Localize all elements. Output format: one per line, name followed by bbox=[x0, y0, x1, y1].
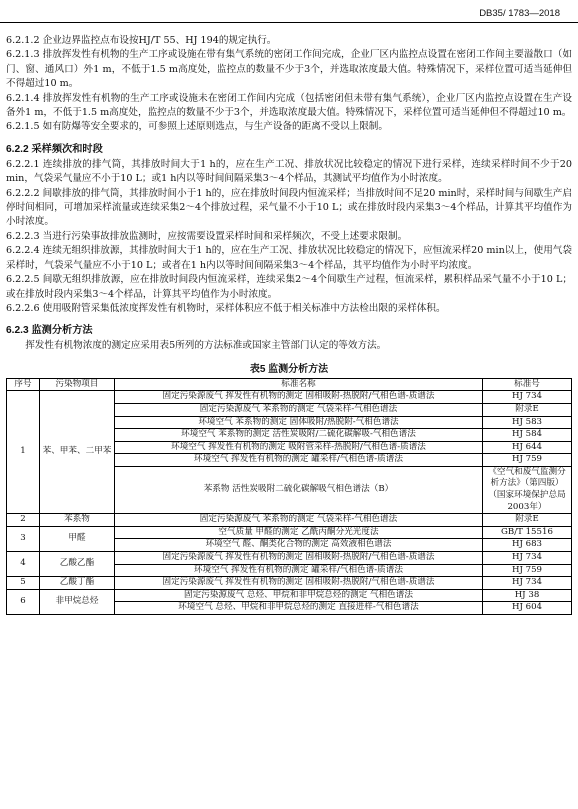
header-pollutant: 污染物项目 bbox=[40, 378, 115, 391]
header-standard-code: 标准号 bbox=[483, 378, 572, 391]
row-number: 5 bbox=[7, 577, 40, 590]
standard-code-cell: HJ 38 bbox=[483, 589, 572, 602]
standard-code-cell: HJ 604 bbox=[483, 602, 572, 615]
clause-6-2-1-3: 6.2.1.3 排放挥发性有机物的生产工序或设施在带有集气系统的密闭工作间完成，企业厂区内监控点设置在密闭工作间主要溢散口（如门、窗、通风口）外1 m，不低于1.5 m高度处，监控点的数量不少于3个，并选取浓度最大值。特殊情况下，采样位置可适当延伸但不得超过10 m。 bbox=[6, 49, 572, 90]
document-body bbox=[6, 34, 572, 615]
standard-name-cell: 环境空气 苯系物的测定 固体吸附/热脱附-气相色谱法 bbox=[115, 416, 483, 429]
table-row bbox=[7, 526, 572, 539]
standard-name-cell: 环境空气 总烃、甲烷和非甲烷总烃的测定 直接进样-气相色谱法 bbox=[115, 602, 483, 615]
standard-code-cell: HJ 644 bbox=[483, 441, 572, 454]
standard-code-cell: GB/T 15516 bbox=[483, 526, 572, 539]
pollutant-cell: 苯系物 bbox=[40, 514, 115, 527]
pollutant-cell: 苯、甲苯、二甲苯 bbox=[40, 391, 115, 514]
clause-6-2-2-5: 6.2.2.5 间歇无组织排放源，应在排放时间段内恒流采样，连续采集2～4个间歇生产过程，恒流采样，累积样品采气量不小于10 L；或在排放时段内采集3～4个样品，计算其平均值作为小时浓度。 bbox=[6, 274, 572, 300]
standard-name-cell: 环境空气 挥发性有机物的测定 罐采样/气相色谱-质谱法 bbox=[115, 564, 483, 577]
standard-name-cell: 固定污染源废气 挥发性有机物的测定 固相吸附-热脱附/气相色谱-质谱法 bbox=[115, 552, 483, 565]
row-number: 2 bbox=[7, 514, 40, 527]
clause-6-2-1-5: 6.2.1.5 如有防爆等安全要求的，可参照上述原则选点，与生产设备的距离不受以上限制。 bbox=[6, 121, 388, 133]
row-number: 1 bbox=[7, 391, 40, 514]
table-row bbox=[7, 589, 572, 602]
section-6-2-3-intro: 挥发性有机物浓度的测定应采用表5所列的方法标准或国家主管部门认定的等效方法。 bbox=[25, 340, 387, 352]
table-row bbox=[7, 577, 572, 590]
section-heading-6-2-2: 6.2.2 采样频次和时段 bbox=[6, 143, 103, 155]
standard-code-cell: HJ 734 bbox=[483, 577, 572, 590]
pollutant-cell: 乙酸丁酯 bbox=[40, 577, 115, 590]
row-number: 6 bbox=[7, 589, 40, 614]
clause-6-2-2-2: 6.2.2.2 间歇排放的排气筒，其排放时间小于1 h的，应在排放时间段内恒流采样；当排放时间不足20 min时，采样时间与间歇生产启停时间相同，可增加采样流量或连续采集2～4个排放过程，采气量不小于10 L；或在排放时段内采集3～4个样品，计算其平均值作为小时浓度。 bbox=[6, 187, 572, 228]
clause-6-2-2-1: 6.2.2.1 连续排放的排气筒，其排放时间大于1 h的，应在生产工况、排放状况比较稳定的情况下进行采样，连续采样时间不少于20 min，气袋采气量应不小于10 L；或1 h内以等时间间隔采集3～4个样品，其测试平均值作为小时浓度。 bbox=[6, 158, 572, 185]
standard-name-cell: 环境空气 醛、酮类化合物的测定 高效液相色谱法 bbox=[115, 539, 483, 552]
standard-name-cell: 固定污染源废气 苯系物的测定 气袋采样-气相色谱法 bbox=[115, 514, 483, 527]
standard-code-cell: 附录E bbox=[483, 403, 572, 416]
clause-6-2-1-2: 6.2.1.2 企业边界监控点布设按HJ/T 55、HJ 194的规定执行。 bbox=[6, 35, 277, 46]
table-title: 表5 监测分析方法 bbox=[249, 363, 329, 375]
table-row bbox=[7, 514, 572, 527]
clause-6-2-2-4: 6.2.2.4 连续无组织排放源，其排放时间大于1 h的，应在生产工况、排放状况比较稳定的情况下，应恒流采样20 min以上，使用气袋采样时，气袋采气量应不小于10 L；或者在1 h内以等时间间隔采集3～4个样品，其平均值作为小时平均浓度。 bbox=[6, 245, 572, 271]
standard-name-cell: 苯系物 活性炭吸附二硫化碳解吸气相色谱法（B） bbox=[115, 466, 483, 513]
standard-code-cell: HJ 759 bbox=[483, 564, 572, 577]
standard-code-cell: 《空气和废气监测分析方法》（第四版）（国家环境保护总局 2003年） bbox=[483, 466, 572, 513]
pollutant-cell: 非甲烷总烃 bbox=[40, 589, 115, 614]
document-id: DB35/ 1783—2018 bbox=[479, 8, 560, 19]
row-number: 4 bbox=[7, 552, 40, 577]
pollutant-cell: 乙酸乙酯 bbox=[40, 552, 115, 577]
standard-name-cell: 固定污染源废气 挥发性有机物的测定 固相吸附-热脱附/气相色谱-质谱法 bbox=[115, 391, 483, 404]
clause-6-2-2-6: 6.2.2.6 使用吸附管采集低浓度挥发性有机物时，采样体积应不低于相关标准中方法检出限的采样体积。 bbox=[6, 302, 446, 314]
section-6-2-2 bbox=[6, 158, 572, 316]
standard-name-cell: 空气质量 甲醛的测定 乙酰丙酮分光光度法 bbox=[115, 526, 483, 539]
standard-code-cell: HJ 583 bbox=[483, 416, 572, 429]
standard-code-cell: HJ 759 bbox=[483, 454, 572, 467]
header-no: 序号 bbox=[7, 378, 40, 391]
standard-name-cell: 环境空气 挥发性有机物的测定 吸附管采样-热脱附/气相色谱-质谱法 bbox=[115, 441, 483, 454]
standard-name-cell: 环境空气 苯系物的测定 活性炭吸附/二硫化碳解吸-气相色谱法 bbox=[115, 429, 483, 442]
header-rule bbox=[0, 22, 578, 23]
standard-name-cell: 环境空气 挥发性有机物的测定 罐采样/气相色谱-质谱法 bbox=[115, 454, 483, 467]
clause-6-2-1-4: 6.2.1.4 排放挥发性有机物的生产工序或设施未在密闭工作间内完成（包括密闭但未带有集气系统），企业厂区内监控点设置在生产设备外1 m，不低于1.5 m高度处，监控点的数量不少于3个，并选取浓度最大值。特殊情况下，采样位置可适当延伸但不得超过10 m。 bbox=[6, 92, 572, 119]
header-standard-name: 标准名称 bbox=[115, 378, 483, 391]
section-heading-6-2-3: 6.2.3 监测分析方法 bbox=[6, 325, 93, 337]
standard-code-cell: HJ 683 bbox=[483, 539, 572, 552]
row-number: 3 bbox=[7, 526, 40, 551]
clause-6-2-2-3: 6.2.2.3 当进行污染事故排放监测时，应按需要设置采样时间和采样频次，不受上述要求限制。 bbox=[6, 230, 408, 242]
standard-name-cell: 固定污染源废气 苯系物的测定 气袋采样-气相色谱法 bbox=[115, 403, 483, 416]
standard-code-cell: HJ 584 bbox=[483, 429, 572, 442]
table-header-row bbox=[7, 378, 572, 391]
standard-code-cell: HJ 734 bbox=[483, 391, 572, 404]
standard-name-cell: 固定污染源废气 总烃、甲烷和非甲烷总烃的测定 气相色谱法 bbox=[115, 589, 483, 602]
table-body bbox=[7, 391, 572, 615]
analysis-methods-table bbox=[6, 378, 572, 615]
standard-code-cell: HJ 734 bbox=[483, 552, 572, 565]
standard-name-cell: 固定污染源废气 挥发性有机物的测定 固相吸附-热脱附/气相色谱-质谱法 bbox=[115, 577, 483, 590]
table-row bbox=[7, 391, 572, 404]
standard-code-cell: 附录E bbox=[483, 514, 572, 527]
table-row bbox=[7, 552, 572, 565]
section-6-2-1 bbox=[6, 34, 572, 135]
pollutant-cell: 甲醛 bbox=[40, 526, 115, 551]
